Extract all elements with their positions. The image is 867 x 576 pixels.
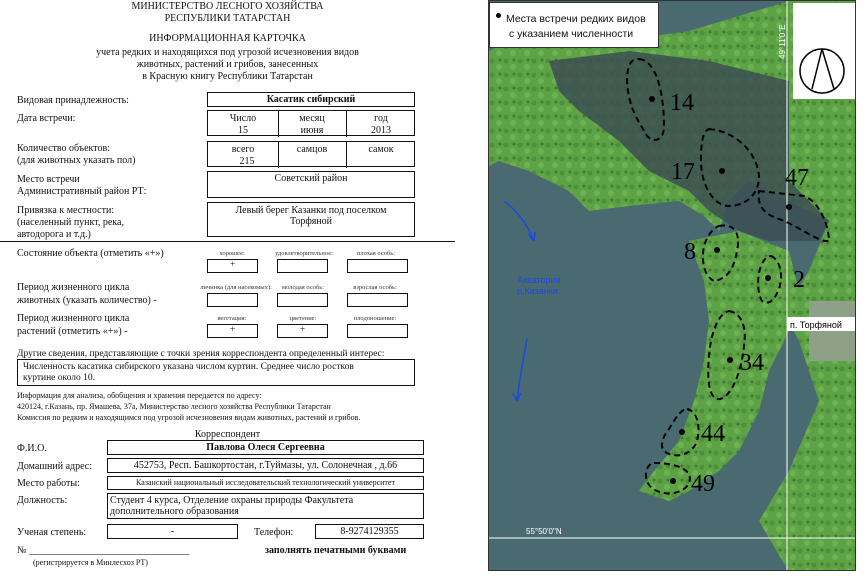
position-label: Должность: bbox=[17, 495, 68, 506]
position-field[interactable] bbox=[107, 493, 424, 519]
correspondent-heading: Корреспондент bbox=[194, 429, 261, 440]
registration-note: (регистрируется в Минлесхоз РТ) bbox=[33, 558, 148, 567]
work-field[interactable]: Казанский национальный исследовательский технологический университет bbox=[107, 476, 424, 490]
site-17-marker bbox=[719, 168, 725, 174]
subtitle-line1: учета редких и находящихся под угрозой исчезновения видов bbox=[96, 47, 359, 58]
site-44-label: 44 bbox=[701, 421, 725, 447]
ministry-line2: РЕСПУБЛИКИ ТАТАРСТАН bbox=[164, 13, 291, 24]
address-info-line1: Информация для анализа, обобщения и хранения передается по адресу: bbox=[17, 391, 262, 400]
month-value[interactable]: июня bbox=[300, 125, 324, 136]
count-table bbox=[207, 141, 415, 167]
site-14-marker bbox=[649, 96, 655, 102]
site-8-label: 8 bbox=[684, 239, 696, 265]
north-arrow-box bbox=[793, 3, 855, 99]
animal-col3-header: взрослая особь: bbox=[353, 284, 397, 291]
binding-label-line1: Привязка к местности: bbox=[17, 205, 115, 216]
village-label: п. Торфяной bbox=[790, 320, 842, 330]
legend-line1: Места встречи редких видов bbox=[506, 13, 646, 25]
plant-col3-field[interactable] bbox=[347, 324, 408, 338]
district-field[interactable]: Советский район bbox=[207, 171, 415, 198]
fio-label: Ф.И.О. bbox=[17, 443, 47, 454]
other-info-line2: куртине около 10. bbox=[23, 373, 96, 383]
phone-label: Телефон: bbox=[254, 527, 294, 538]
species-label: Видовая принадлежность: bbox=[17, 95, 129, 106]
site-47-marker bbox=[786, 204, 792, 210]
phone-field[interactable]: 8-9274129355 bbox=[315, 524, 424, 539]
ministry-line1: МИНИСТЕРСТВО ЛЕСНОГО ХОЗЯЙСТВА bbox=[131, 1, 324, 12]
longitude-label: 49°11'0"E bbox=[778, 24, 787, 59]
site-44-marker bbox=[679, 429, 685, 435]
legend-dot-icon bbox=[496, 13, 501, 18]
address-info-line2: 420124, г.Казань, пр. Ямашева, 37а, Министерство лесного хозяйства Республики Татарстан bbox=[17, 402, 331, 411]
site-34-marker bbox=[727, 357, 733, 363]
condition-label: Состояние объекта (отметить «+») bbox=[17, 248, 164, 259]
binding-label-line2: (населенный пункт, река, bbox=[17, 217, 124, 228]
plant-cycle-label-line2: растений (отметить «+») - bbox=[17, 326, 128, 337]
other-info-line1: Численность касатика сибирского указана числом куртин. Среднее число ростков bbox=[23, 362, 354, 372]
print-note: заполнять печатными буквами bbox=[265, 545, 407, 556]
animal-cycle-label-line2: животных (указать количество) - bbox=[17, 295, 157, 306]
plant-col3-header: плодоношение: bbox=[353, 315, 397, 322]
date-table bbox=[207, 110, 415, 136]
section-divider bbox=[0, 241, 455, 242]
map-image bbox=[489, 1, 856, 571]
fio-field[interactable]: Павлова Олеся Сергеевна bbox=[107, 440, 424, 455]
site-47-label: 47 bbox=[785, 165, 809, 191]
day-header: Число bbox=[229, 113, 257, 124]
map-legend bbox=[489, 2, 659, 48]
condition-good-header: хорошее: bbox=[219, 250, 245, 257]
site-17-label: 17 bbox=[671, 159, 695, 185]
year-value[interactable]: 2013 bbox=[371, 125, 391, 136]
animal-col2-field[interactable] bbox=[277, 293, 328, 307]
condition-bad-header: плохая особь: bbox=[356, 250, 396, 257]
year-header: год bbox=[374, 113, 388, 124]
plant-col2-header: цветение: bbox=[289, 315, 317, 322]
water-label-line1: Акватория bbox=[517, 275, 561, 285]
animal-cycle-label-line1: Период жизненного цикла bbox=[17, 282, 130, 293]
binding-value-line1: Левый берег Казанки под поселком bbox=[235, 205, 387, 216]
location-label-line2: Административный район РТ: bbox=[17, 186, 147, 197]
site-2-marker bbox=[765, 275, 771, 281]
binding-value-line2: Торфяной bbox=[289, 216, 332, 227]
month-header: месяц bbox=[299, 113, 325, 124]
animal-col3-field[interactable] bbox=[347, 293, 408, 307]
animal-col2-header: молодая особь: bbox=[281, 284, 324, 291]
subtitle-line3: в Красную книгу Республики Татарстан bbox=[142, 71, 313, 82]
condition-satisfactory-field[interactable] bbox=[277, 259, 328, 273]
card-title: ИНФОРМАЦИОННАЯ КАРТОЧКА bbox=[149, 33, 306, 44]
position-line1: Студент 4 курса, Отделение охраны природы Факультета bbox=[110, 495, 354, 506]
females-header: самок bbox=[368, 144, 394, 155]
total-value[interactable]: 215 bbox=[239, 156, 255, 167]
total-header: всего bbox=[231, 144, 255, 155]
degree-label: Ученая степень: bbox=[17, 527, 87, 538]
date-label: Дата встречи: bbox=[17, 113, 76, 124]
condition-good-field[interactable]: + bbox=[207, 259, 258, 273]
site-14-label: 14 bbox=[670, 90, 694, 116]
plant-cycle-label-line1: Период жизненного цикла bbox=[17, 313, 130, 324]
plant-col1-header: вегетация: bbox=[217, 315, 247, 322]
condition-bad-field[interactable] bbox=[347, 259, 408, 273]
registration-number[interactable]: № ________________________________ bbox=[17, 545, 190, 556]
site-8-marker bbox=[714, 247, 720, 253]
satellite-map bbox=[488, 0, 856, 571]
day-value[interactable]: 15 bbox=[238, 125, 248, 136]
work-label: Место работы: bbox=[17, 478, 80, 489]
subtitle-line2: животных, растений и грибов, занесенных bbox=[136, 59, 319, 70]
other-info-field[interactable] bbox=[17, 359, 415, 386]
site-49-marker bbox=[670, 478, 676, 484]
site-49-label: 49 bbox=[691, 471, 715, 497]
condition-satisfactory-header: удовлетворительное: bbox=[275, 250, 333, 257]
degree-field[interactable]: - bbox=[107, 524, 238, 539]
latitude-label: 55°50'0"N bbox=[526, 527, 562, 536]
site-34-label: 34 bbox=[740, 350, 764, 376]
home-address-label: Домашний адрес: bbox=[17, 461, 93, 472]
count-label-line2: (для животных указать пол) bbox=[17, 155, 136, 166]
animal-col1-header: личинка (для насекомых): bbox=[200, 284, 272, 291]
home-address-field[interactable]: 452753, Респ. Башкортостан, г.Туймазы, ул. Солонечная , д.66 bbox=[107, 458, 424, 473]
water-label-line2: р.Казанки bbox=[517, 286, 558, 296]
animal-col1-field[interactable] bbox=[207, 293, 258, 307]
males-header: самцов bbox=[296, 144, 328, 155]
plant-col1-field[interactable]: + bbox=[207, 324, 258, 338]
binding-field[interactable] bbox=[207, 202, 415, 237]
count-label-line1: Количество объектов: bbox=[17, 143, 110, 154]
binding-label-line3: автодорога и т.д.) bbox=[17, 229, 91, 240]
plant-col2-field[interactable]: + bbox=[277, 324, 328, 338]
site-2-label: 2 bbox=[793, 267, 805, 293]
other-info-label: Другие сведения, представляющие с точки зрения корреспондента определенный интерес: bbox=[17, 349, 385, 359]
address-info-line3: Комиссия по редким и находящимся под угрозой исчезновения видам животных, растений и грибов. bbox=[17, 413, 361, 422]
legend-line2: с указанием численности bbox=[509, 28, 634, 40]
position-line2: дополнительного образования bbox=[110, 506, 239, 517]
species-field[interactable]: Касатик сибирский bbox=[207, 92, 415, 107]
location-label-line1: Место встречи bbox=[17, 174, 80, 185]
